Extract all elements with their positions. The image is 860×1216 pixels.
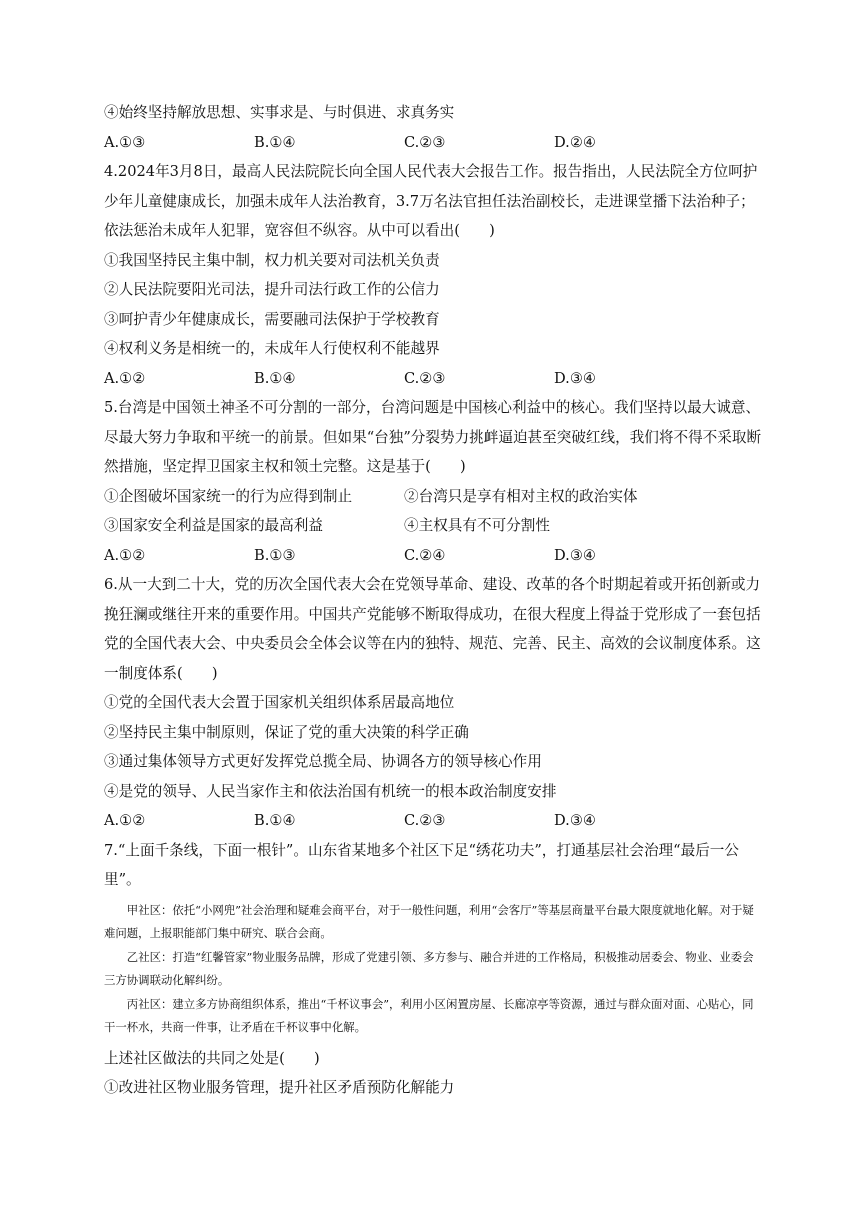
- choice-c: C.②③: [404, 133, 446, 151]
- q6-option-2: ②坚持民主集中制原则，保证了党的重大决策的科学正确: [104, 723, 469, 741]
- q7-question: 上述社区做法的共同之处是( ): [104, 1049, 320, 1067]
- passage-community-b: 乙社区：打造“红馨管家”物业服务品牌，形成了党建引领、多方参与、融合并进的工作格局，积极推动居委会、物业、业委会三方协调联动化解纠纷。: [104, 949, 754, 987]
- q5-option-2: ②台湾只是享有相对主权的政治实体: [404, 487, 638, 505]
- q6-choices: [104, 806, 764, 836]
- q6-option-4: ④是党的领导、人民当家作主和依法治国有机统一的根本政治制度安排: [104, 782, 557, 800]
- q6-option-3: ③通过集体领导方式更好发挥党总揽全局、协调各方的领导核心作用: [104, 753, 542, 770]
- q7-material: [104, 899, 764, 1040]
- q5-options-row-1: [104, 482, 764, 512]
- q3-option-4: ④始终坚持解放思想、实事求是、与时俱进、求真务实: [104, 104, 455, 121]
- q5-stem: 5.台湾是中国领土神圣不可分割的一部分，台湾问题是中国核心利益中的核心。我们坚持以最大诚意、尽最大努力争取和平统一的前景。但如果“台独”分裂势力挑衅逼迫甚至突破红线，我们将不得不采取断然措施，坚定捍卫国家主权和领土完整。这是基于( ): [104, 399, 762, 475]
- choice-b: B.①④: [254, 812, 296, 829]
- exam-page: [104, 98, 764, 1103]
- q4-option-2: ②人民法院要阳光司法，提升司法行政工作的公信力: [104, 281, 440, 298]
- q5-choices: [104, 541, 764, 571]
- q7-option-1: ①改进社区物业服务管理，提升社区矛盾预防化解能力: [104, 1079, 455, 1096]
- q3-choices: [104, 128, 764, 158]
- passage-community-c: 丙社区：建立多方协商组织体系，推出“千杯议事会”，利用小区闲置房屋、长廊凉亭等资源，通过与群众面对面、心贴心，同干一杯水，共商一件事，让矛盾在千杯议事中化解。: [104, 996, 754, 1034]
- q4-option-3: ③呵护青少年健康成长，需要融司法保护于学校教育: [104, 310, 440, 328]
- choice-d: D.②④: [554, 133, 596, 151]
- choice-c: C.②③: [404, 369, 446, 387]
- choice-c: C.②④: [404, 546, 446, 564]
- choice-d: D.③④: [554, 546, 596, 564]
- choice-a: A.①②: [104, 369, 146, 387]
- choice-b: B.①③: [254, 546, 296, 564]
- choice-d: D.③④: [554, 369, 596, 387]
- q4-option-1: ①我国坚持民主集中制，权力机关要对司法机关负责: [104, 251, 440, 269]
- q5-option-1: ①企图破坏国家统一的行为应得到制止: [104, 487, 353, 505]
- q6-stem: 6.从一大到二十大，党的历次全国代表大会在党领导革命、建设、改革的各个时期起着或开拓创新或力挽狂澜或继往开来的重要作用。中国共产党能够不断取得成功，在很大程度上得益于党形成了一套包括党的全国代表大会、中央委员会全体会议等在内的独特、规范、完善、民主、高效的会议制度体系。这一制度体系( ): [104, 576, 761, 682]
- q4-choices: [104, 364, 764, 394]
- q7-stem: 7.“上面千条线，下面一根针”。山东省某地多个社区下足“绣花功夫”，打通基层社会治理“最后一公里”。: [104, 841, 739, 888]
- q5-option-4: ④主权具有不可分割性: [404, 517, 550, 534]
- q4-option-4: ④权利义务是相统一的，未成年人行使权利不能越界: [104, 340, 440, 357]
- q4-stem: 4.2024年3月8日，最高人民法院院长向全国人民代表大会报告工作。报告指出，人民法院全方位呵护少年儿童健康成长，加强未成年人法治教育，3.7万名法官担任法治副校长，走进课堂播下法治种子；依法惩治未成年人犯罪，宽容但不纵容。从中可以看出( ): [104, 163, 758, 239]
- choice-a: A.①②: [104, 812, 146, 829]
- choice-a: A.①②: [104, 546, 146, 564]
- choice-a: A.①③: [104, 133, 146, 151]
- q6-option-1: ①党的全国代表大会置于国家机关组织体系居最高地位: [104, 694, 455, 711]
- passage-community-a: 甲社区：依托“小网兜”社会治理和疑难会商平台，对于一般性问题，利用“会客厅”等基层商量平台最大限度就地化解。对于疑难问题，上报职能部门集中研究、联合会商。: [104, 902, 754, 940]
- choice-b: B.①④: [254, 369, 296, 387]
- q5-options-row-2: [104, 511, 764, 541]
- choice-c: C.②③: [404, 812, 446, 829]
- choice-d: D.③④: [554, 812, 596, 829]
- choice-b: B.①④: [254, 133, 296, 151]
- q5-option-3: ③国家安全利益是国家的最高利益: [104, 517, 323, 534]
